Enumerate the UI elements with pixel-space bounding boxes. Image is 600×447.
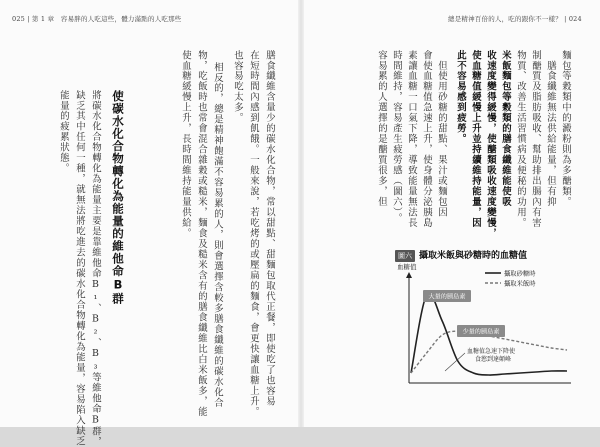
right-column-5: 米飯麵包等穀類的膳食纖維能使吸 <box>500 50 511 208</box>
right-column-11: 素讓血糖一口氣下降，導致能量無法長 <box>406 50 417 229</box>
legend-sugar-label: 攝取砂糖時 <box>504 270 536 278</box>
left-page-header: 025 | 第 1 章 容易胖的人吃這些，體力滿點的人吃那些 <box>12 15 182 23</box>
body-column-2: 缺乏其中任何一種，就無法將吃進去的碳水化合物轉化為能量，容易陷入缺乏 <box>74 90 85 447</box>
body-column-1: 將碳水化合物轉化為能量主要是靠維他命B₁、B₂、B₃等維他命B群， <box>90 90 101 447</box>
blood-sugar-figure <box>395 243 575 393</box>
right-column-3: 制醣質及脂肪吸收、幫助排出腸內有害 <box>530 50 541 229</box>
figure-title: 攝取米飯與砂糖時的血糖值 <box>419 251 528 261</box>
right-column-8: 此不容易感到疲勞。 <box>455 50 466 145</box>
right-column-10: 會使血糖值急速上升，使身體分泌胰島 <box>421 50 432 229</box>
section-heading: 使碳水化合物轉化為能量的維他命B群 <box>111 90 125 305</box>
left-column-6: 使血糖緩慢上升，長時間維持能量供給。 <box>180 50 191 239</box>
right-column-6: 收速度變得緩慢，使醣類吸收速度變慢， <box>485 50 496 239</box>
figure-tag: 圖六 <box>395 250 415 262</box>
callout-large-insulin: 大量的胰島素 <box>428 293 466 301</box>
right-column-13: 容易累的人選擇的是醣質很多，但 <box>376 50 387 208</box>
left-column-4: 相反的，總是精神飽滿不容易累的人，則會選擇含較多膳食纖維的碳水化合 <box>212 62 223 409</box>
right-column-4: 物質、改善生活習慣病及便秘的功用。 <box>515 50 526 229</box>
callout-small-insulin: 少量的胰島素 <box>462 328 500 336</box>
body-column-3: 能量的疲累狀態。 <box>58 90 69 174</box>
right-column-12: 時間維持，容易產生疲勞感（圖六）。 <box>391 50 402 224</box>
right-column-2: 膳食纖維無法供給能量，但有抑 <box>545 50 556 208</box>
left-column-5: 物，吃飯時也常會混合雜穀或糙米，麵食及糙米含有的膳食纖維比白米飯多，能 <box>196 50 207 418</box>
right-column-1: 麵包等穀類中的澱粉則為多醣類。 <box>560 50 571 208</box>
callout-drop-line-2: 食慾到達顛峰 <box>475 356 512 363</box>
right-column-9: 但使用砂糖的甜點、果汁或麵包因 <box>436 50 447 218</box>
book-gutter <box>298 0 304 427</box>
left-column-3: 也容易吃太多。 <box>232 50 243 124</box>
left-column-2: 在短時間內感到飢餓。一般來說，若吃烤的或壓扁的麵食，會更快讓血糖上升。 <box>248 50 259 418</box>
legend-rice-label: 攝取米飯時 <box>504 280 536 288</box>
blood-sugar-chart <box>395 243 575 393</box>
right-column-7: 使血糖值緩慢上升並持續維持能量，因 <box>470 50 481 229</box>
right-page-header: 總是精神百倍的人，吃的跟你不一樣？ | 024 <box>448 15 582 23</box>
left-column-1: 膳食纖維含量少的碳水化合物，常以甜點、甜麵包取代正餐，即使吃了也容易 <box>264 50 275 407</box>
callout-drop-line-1: 血糖值急速下降使 <box>467 348 516 355</box>
y-axis-label: 血糖值 <box>397 263 417 271</box>
